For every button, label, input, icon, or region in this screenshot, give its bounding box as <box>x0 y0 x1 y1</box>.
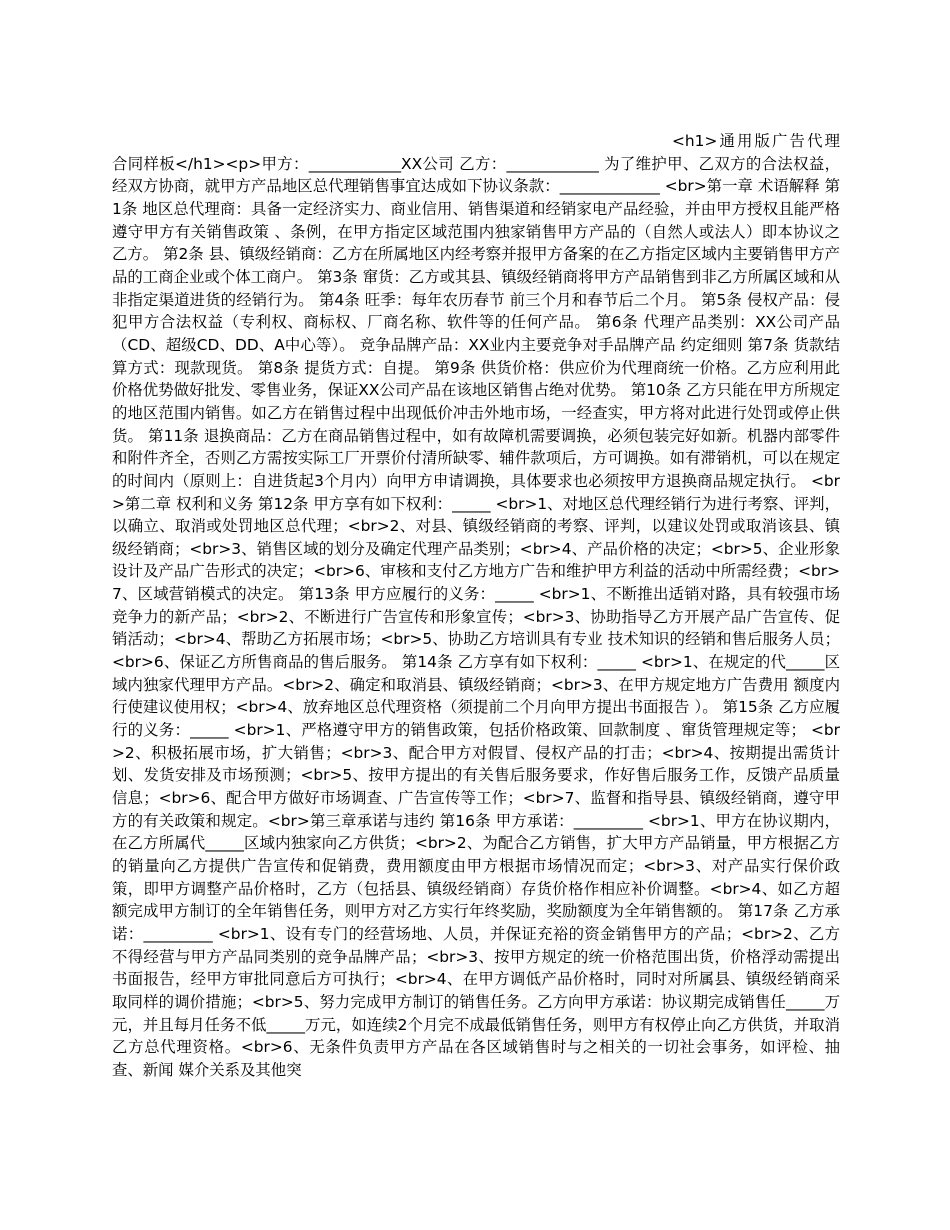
document-body <box>112 130 840 1082</box>
contract-text <box>112 130 840 1082</box>
contract-text-content: <h1>通用版广告代理合同样板</h1><p>甲方：____________XX公司 乙方：____________ 为了维护甲、乙双方的合法权益，经双方协商，就甲方产品地区总代理销售事宜达成如下协议条款：_____________ <br>第一章 术语解释 第1条 地区总代理商：具备一定经济实力、商业信用、销售渠道和经销家电产品经验，并由甲方授权且能严格遵守甲方有关销售政策 、条例，在甲方指定区域范围内独家销售甲方产品的（自然人或法人）即本协议之乙方。 第2条 县、镇级经销商：乙方在所属地区内经考察并报甲方备案的在乙方指定区域内主要销售甲方产品的工商企业或个体工商户。 第3条 窜货：乙方或其县、镇级经销商将甲方产品销售到非乙方所属区域和从非指定渠道进货的经销行为。 第4条 旺季：每年农历春节 前三个月和春节后二个月。 第5条 侵权产品：侵犯甲方合法权益（专利权、商标权、厂商名称、软件等的任何产品。 第6条 代理产品类别：XX公司产品（CD、超级CD、DD、A中心等）。 竞争品牌产品：XX业内主要竞争对手品牌产品 约定细则 第7条 货款结算方式：现款现货。 第8条 提货方式：自提。 第9条 供货价格：供应价为代理商统一价格。乙方应利用此价格优势做好批发、零售业务，保证XX公司产品在该地区销售占绝对优势。 第10条 乙方只能在甲方所规定的地区范围内销售。如乙方在销售过程中出现低价冲击外地市场，一经查实，甲方将对此进行处罚或停止供货。 第11条 退换商品：乙方在商品销售过程中，如有故障机需要调换，必须包装完好如新。机器内部零件和附件齐全，否则乙方需按实际工厂开票价付清所缺零、辅件款项后，方可调换。如有滞销机，可以在规定的时间内（原则上：自进货起3个月内）向甲方申请调换，具体要求也必须按甲方退换商品规定执行。 <br>第二章 权利和义务 第12条 甲方享有如下权利：_____ <br>1、对地区总代理经销行为进行考察、评判，以确立、取消或处罚地区总代理；<br>2、对县、镇级经销商的考察、评判，以建议处罚或取消该县、镇级经销商；<br>3、销售区域的划分及确定代理产品类别；<br>4、产品价格的决定；<br>5、企业形象设计及产品广告形式的决定；<br>6、审核和支付乙方地方广告和维护甲方利益的活动中所需经费；<br>7、区域营销模式的决定。 第13条 甲方应履行的义务：_____ <br>1、不断推出适销对路，具有较强市场竞争力的新产品；<br>2、不断进行广告宣传和形象宣传；<br>3、协助指导乙方开展产品广告宣传、促销活动；<br>4、帮助乙方拓展市场；<br>5、协助乙方培训具有专业 技术知识的经销和售后服务人员； <br>6、保证乙方所售商品的售后服务。 第14条 乙方享有如下权利：_____ <br>1、在规定的代_____区域内独家代理甲方产品。<br>2、确定和取消县、镇级经销商；<br>3、在甲方规定地方广告费用 额度内行使建议使用权；<br>4、放弃地区总代理资格（须提前二个月向甲方提出书面报告 ）。 第15条 乙方应履行的义务：_____ <br>1、严格遵守甲方的销售政策，包括价格政策、回款制度 、窜货管理规定等； <br>2、积极拓展市场，扩大销售；<br>3、配合甲方对假冒、侵权产品的打击；<br>4、按期提出需货计划、发货安排及市场预测；<br>5、按甲方提出的有关售后服务要求，作好售后服务工作，反馈产品质量信息；<br>6、配合甲方做好市场调查、广告宣传等工作；<br>7、监督和指导县、镇级经销商，遵守甲方的有关政策和规定。<br>第三章承诺与违约 第16条 甲方承诺：_________ <br>1、甲方在协议期内，在乙方所属代_____区域内独家向乙方供货；<br>2、为配合乙方销售，扩大甲方产品销量，甲方根据乙方的销量向乙方提供广告宣传和促销费，费用额度由甲方根据市场情况而定；<br>3、对产品实行保价政策，即甲方调整产品价格时，乙方（包括县、镇级经销商）存货价格作相应补价调整。<br>4、如乙方超额完成甲方制订的全年销售任务，则甲方对乙方实行年终奖励，奖励额度为全年销售额的。 第17条 乙方承诺：_________ <br>1、设有专门的经营场地、人员，并保证充裕的资金销售甲方的产品；<br>2、乙方不得经营与甲方产品同类别的竞争品牌产品；<br>3、按甲方规定的统一价格范围出货，价格浮动需提出书面报告，经甲方审批同意后方可执行；<br>4、在甲方调低产品价格时，同时对所属县、镇级经销商采取同样的调价措施；<br>5、努力完成甲方制订的销售任务。乙方向甲方承诺：协议期完成销售任_____万元，并且每月任务不低_____万元，如连续2个月完不成最低销售任务，则甲方有权停止向乙方供货，并取消乙方总代理资格。<br>6、无条件负责甲方产品在各区域销售时与之相关的一切社会事务，如评检、抽查、新闻 媒介关系及其他突 <box>112 132 840 1079</box>
